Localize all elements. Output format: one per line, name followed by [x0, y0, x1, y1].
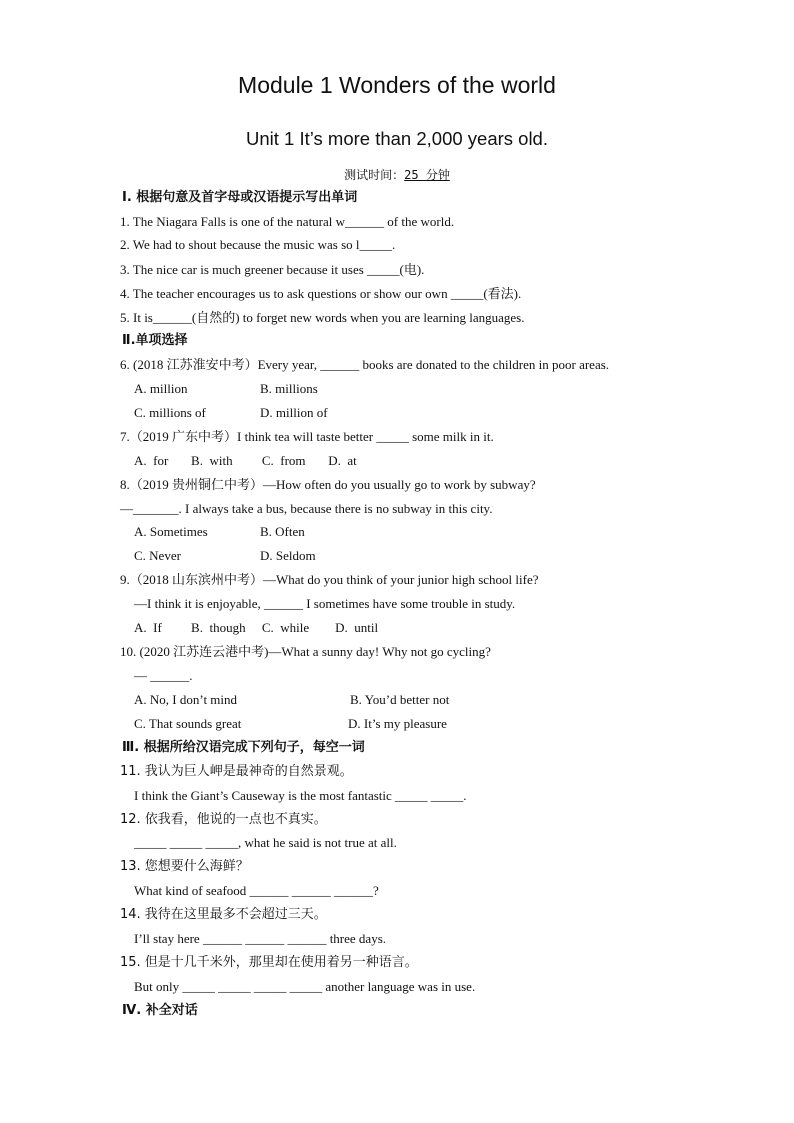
question-12-english: _____ _____ _____, what he said is not true at all. — [134, 835, 397, 850]
question-10-option-d: D. It’s my pleasure — [348, 716, 447, 731]
question-13-english: What kind of seafood ______ ______ ______? — [134, 883, 379, 898]
question-8-option-c: C. Never — [134, 548, 181, 563]
question-1: 1. The Niagara Falls is one of the natural w______ of the world. — [120, 214, 455, 229]
question-11-english: I think the Giant’s Causeway is the most fantastic _____ _____. — [134, 788, 467, 803]
question-7-options: A. for B. with C. from D. at — [134, 453, 357, 468]
question-14-english: I’ll stay here ______ ______ ______ three days. — [134, 931, 387, 946]
question-2: 2. We had to shout because the music was so l_____. — [120, 237, 396, 252]
question-14: 14. 我待在这里最多不会超过三天。 — [120, 907, 327, 922]
question-8: 8.（2019 贵州铜仁中考）—How often do you usually go to work by subway? — [120, 477, 536, 492]
question-10-option-c: C. That sounds great — [134, 716, 242, 731]
page-subtitle: Unit 1 It’s more than 2,000 years old. — [246, 128, 548, 149]
test-time-label: 测试时间： — [344, 168, 405, 182]
section-2-heading: Ⅱ.单项选择 — [122, 333, 188, 348]
test-time-value: 25 分钟 — [404, 168, 450, 182]
page-title: Module 1 Wonders of the world — [238, 72, 556, 98]
question-6-option-c: C. millions of — [134, 405, 206, 420]
question-6: 6. (2018 江苏淮安中考）Every year, ______ books are donated to the children in poor areas. — [120, 357, 610, 372]
test-time — [0, 166, 794, 183]
question-8-option-d: D. Seldom — [260, 548, 316, 563]
question-6-option-b: B. millions — [260, 381, 318, 396]
section-1-heading: Ⅰ. 根据句意及首字母或汉语提示写出单词 — [122, 190, 358, 205]
question-10-option-a: A. No, I don’t mind — [134, 692, 238, 707]
question-6-option-d: D. million of — [260, 405, 328, 420]
question-8-option-b: B. Often — [260, 524, 305, 539]
question-10-option-b: B. You’d better not — [350, 692, 450, 707]
question-9-response: —I think it is enjoyable, ______ I sometimes have some trouble in study. — [134, 596, 516, 611]
section-4-heading: Ⅳ. 补全对话 — [122, 1003, 198, 1018]
section-3-heading: Ⅲ. 根据所给汉语完成下列句子，每空一词 — [122, 740, 365, 755]
question-10: 10. (2020 江苏连云港中考)—What a sunny day! Why not go cycling? — [120, 644, 491, 659]
question-13: 13. 您想要什么海鲜？ — [120, 859, 249, 874]
question-4: 4. The teacher encourages us to ask questions or show our own _____(看法). — [120, 286, 522, 301]
question-8-option-a: A. Sometimes — [134, 524, 208, 539]
question-10-response: — ______. — [134, 668, 193, 683]
question-5: 5. It is______(自然的) to forget new words when you are learning languages. — [120, 310, 525, 325]
question-9-options: A. If B. though C. while D. until — [134, 620, 379, 635]
question-8-response: —_______. I always take a bus, because there is no subway in this city. — [120, 501, 493, 516]
question-15-english: But only _____ _____ _____ _____ another language was in use. — [134, 979, 476, 994]
question-15: 15. 但是十几千米外，那里却在使用着另一种语言。 — [120, 955, 418, 970]
question-3: 3. The nice car is much greener because it uses _____(电). — [120, 262, 425, 277]
question-11: 11. 我认为巨人岬是最神奇的自然景观。 — [120, 764, 353, 779]
question-12: 12. 依我看，他说的一点也不真实。 — [120, 812, 327, 827]
question-7: 7.（2019 广东中考）I think tea will taste better _____ some milk in it. — [120, 429, 494, 444]
question-6-option-a: A. million — [134, 381, 188, 396]
question-9: 9.（2018 山东滨州中考）—What do you think of your junior high school life? — [120, 572, 539, 587]
